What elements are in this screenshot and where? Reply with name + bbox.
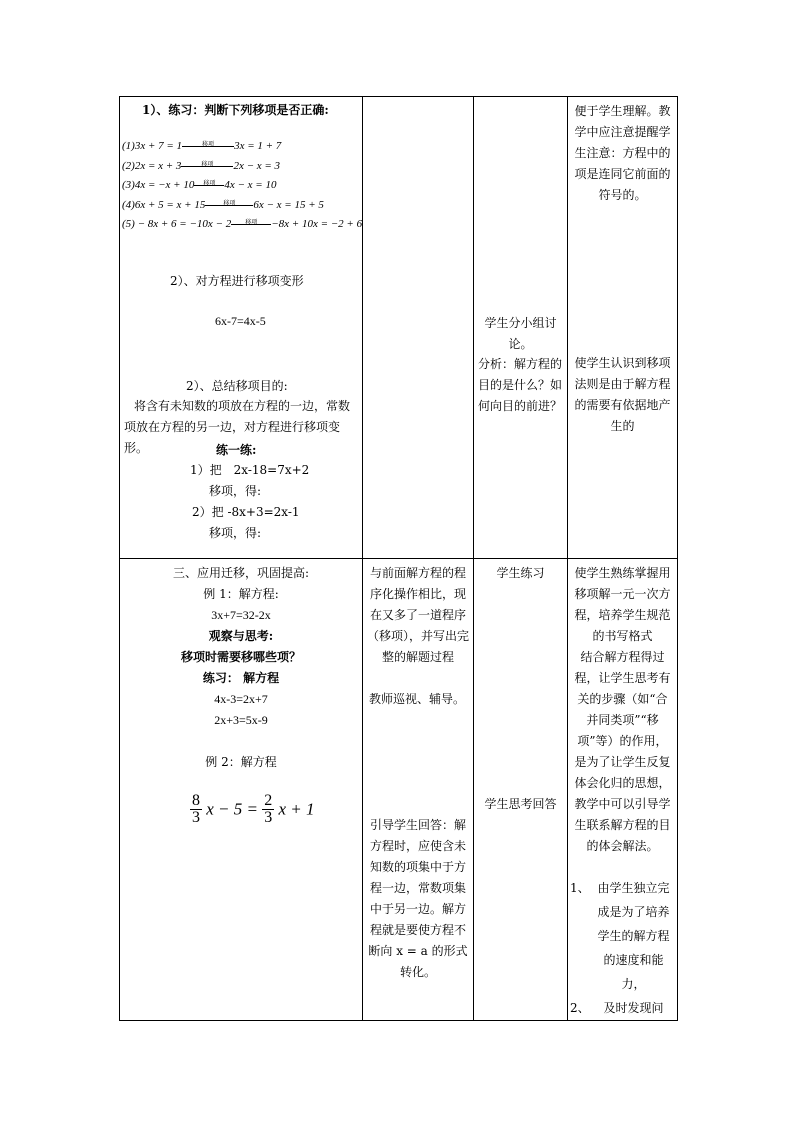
row2-teacher-text-3: 引导学生回答：解方程时，应使含未知数的项集中于方程一边，常数项集中于另一边。解方程就是要使方程不断向 x = a 的形式转化。 [368,818,468,979]
practice-line-1: 1）把 2x-18=7x+2 [190,463,310,477]
row1-intent-text-1: 便于学生理解。教学中应注意提醒学生注意：方程中的项是连同它前面的符号的。 [574,104,671,202]
equation-3: (3)4x = −x + 10 移项 4x − x = 10 [122,179,277,191]
row2-student-cell [474,559,568,1021]
table-row [120,559,678,1021]
task2-title: 2）、对方程进行移项变形 [170,274,304,288]
row2-intent-list [570,876,673,1020]
row2-intent-text-2: 结合解方程得过程，让学生思考有关的步骤（如“合并同类项”“移项”等）的作用，是为了让学生反复体会化归的思想，教学中可以引导学生联系解方程的目的体会解法。 [574,650,671,853]
question-label: 移项时需要移哪些项？ [180,650,301,664]
task3-title: 2）、总结移项目的: [186,379,288,393]
table-row [120,97,678,559]
practice-equation-1: 4x-3=2x+7 [214,692,268,706]
row1-intent-cell [568,97,678,559]
equation-list [122,137,362,235]
practice-equation-2: 2x+3=5x-9 [214,713,268,727]
row2-student-text-1: 学生练习 [496,566,545,580]
exercise-title: 1）、练习：判断下列移项是否正确: [142,103,329,117]
lesson-table [119,96,678,1021]
practice-line-3: 2）把 -8x+3=2x-1 [192,505,300,519]
practice-line-4: 移项，得: [209,526,262,540]
row1-student-cell [474,97,568,559]
list-item: 1、 由学生独立完成是为了培养学生的解方程的速度和能力， [570,881,670,991]
equation-5: (5) − 8x + 6 = −10x − 2 移项 −8x + 10x = −2 + 6 [122,218,363,230]
practice-title: 练一练: [216,443,257,457]
task2-equation: 6x-7=4x-5 [215,314,266,328]
observe-label: 观察与思考: [208,629,274,643]
row1-activity-cell [120,97,363,559]
practice-label: 练习： 解方程 [202,671,280,685]
example1-equation: 3x+7=32-2x [211,608,271,622]
row2-teacher-text-1: 与前面解方程的程序化操作相比，现在又多了一道程序（移项），并写出完整的解题过程 [366,566,469,664]
row2-student-text-2: 学生思考回答 [484,797,557,811]
row1-teacher-cell [363,97,474,559]
row1-student-text-2: 分析：解方程的目的是什么？如何向目的前进？ [478,357,563,413]
list-item: 2、 及时发现问 [570,1001,664,1015]
row2-intent-cell [568,559,678,1021]
row2-activity-cell [120,559,363,1021]
example1-label: 例 1：解方程: [203,587,279,601]
row1-intent-text-2: 使学生认识到移项法则是由于解方程的需要有依据地产生的 [574,356,671,433]
equation-4: (4)6x + 5 = x + 15 移项 6x − x = 15 + 5 [122,198,324,211]
task3-text: 将含有未知数的项放在方程的一边，常数项放在方程的另一边，对方程进行移项变形。 [124,399,351,455]
fraction-2-3: $\frac{2}{3}$ [264,792,273,826]
example2-label: 例 2：解方程 [205,755,277,769]
equation-1: (1)3x + 7 = 1 移项 3x = 1 + 7 [122,140,282,152]
practice-line-2: 移项，得: [209,484,262,498]
row2-intent-text-1: 使学生熟练掌握用移项解一元一次方程，培养学生规范的书写格式 [574,566,671,643]
row2-teacher-text-2: 教师巡视、辅导。 [369,692,466,706]
example2-equation: $\frac{8}{3}$ x − 5 = $\frac{2}{3}$ x + 1 [192,792,315,826]
fraction-8-3: $\frac{8}{3}$ [192,792,200,826]
row2-teacher-cell [363,559,474,1021]
equation-2: (2)2x = x + 3 移项 2x − x = 3 [122,159,281,172]
section-heading: 三、应用迁移，巩固提高: [172,566,310,580]
row1-student-text-1: 学生分小组讨论。 [484,316,557,351]
